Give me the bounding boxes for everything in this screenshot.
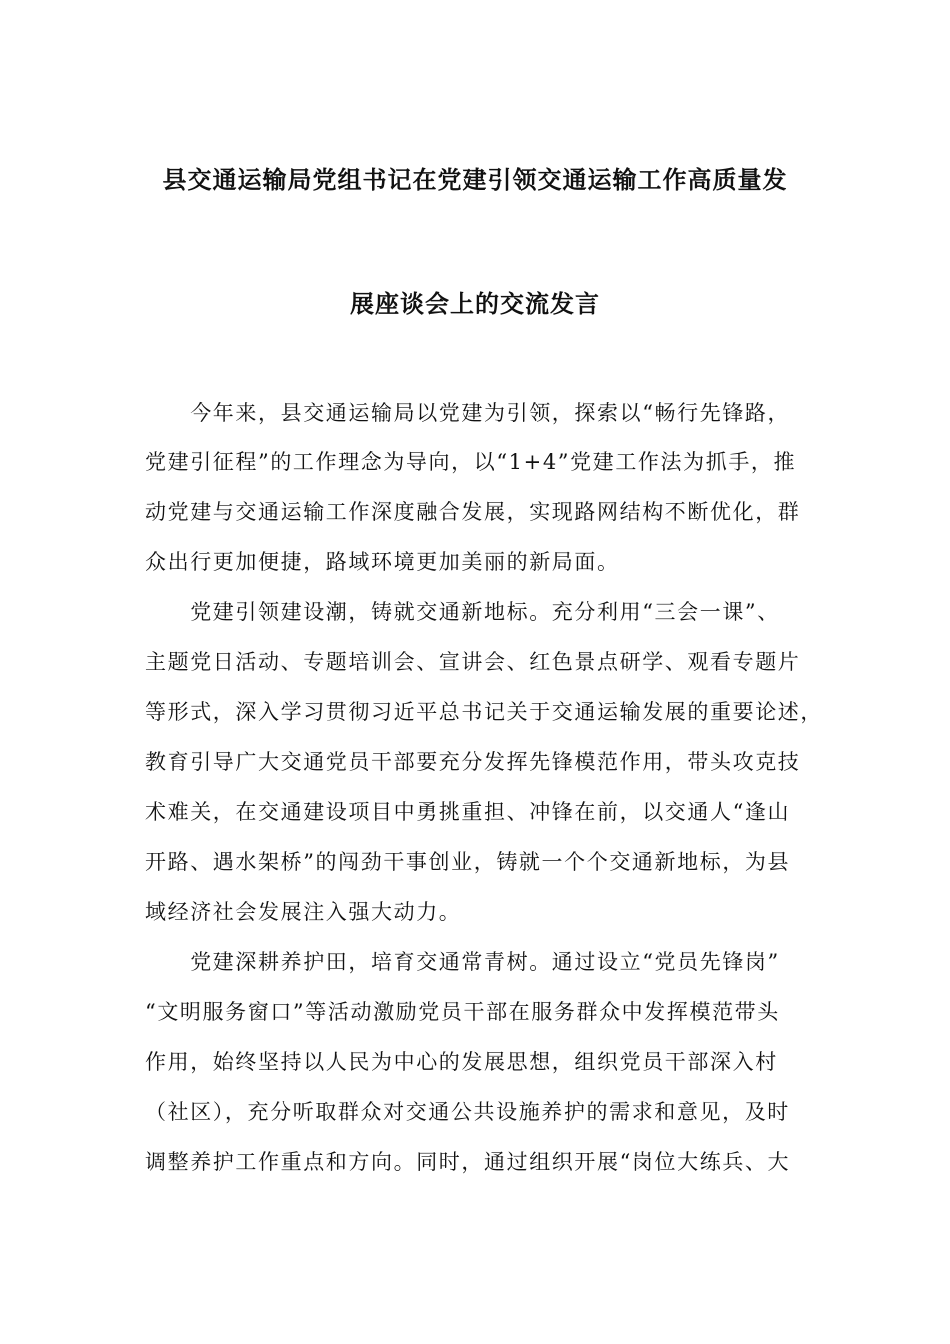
- body-line: 术难关，在交通建设项目中勇挑重担、冲锋在前，以交通人“逢山: [145, 800, 791, 824]
- body-line: 党建引征程”的工作理念为导向，以“1+4”党建工作法为抓手，推: [145, 450, 797, 474]
- body-line: 作用，始终坚持以人民为中心的发展思想，组织党员干部深入村: [145, 1050, 778, 1074]
- body-line: 开路、遇水架桥”的闯劲干事创业，铸就一个个交通新地标，为县: [145, 850, 791, 874]
- body-line: 党建引领建设潮，铸就交通新地标。充分利用“三会一课”、: [145, 600, 780, 624]
- body-line: 今年来，县交通运输局以党建为引领，探索以“畅行先锋路，: [145, 401, 791, 425]
- body-line: 等形式，深入学习贯彻习近平总书记关于交通运输发展的重要论述，: [145, 700, 823, 724]
- document-title-line-1: 县交通运输局党组书记在党建引领交通运输工作高质量发: [162, 165, 788, 194]
- body-line: “文明服务窗口”等活动激励党员干部在服务群众中发挥模范带头: [145, 1000, 780, 1024]
- body-line: 主题党日活动、专题培训会、宣讲会、红色景点研学、观看专题片: [145, 650, 801, 674]
- body-line: 党建深耕养护田，培育交通常青树。通过设立“党员先锋岗”: [145, 950, 780, 974]
- body-line: 动党建与交通运输工作深度融合发展，实现路网结构不断优化，群: [145, 500, 801, 524]
- body-line: 调整养护工作重点和方向。同时，通过组织开展“岗位大练兵、大: [145, 1150, 791, 1174]
- body-line: （社区），充分听取群众对交通公共设施养护的需求和意见，及时: [145, 1100, 790, 1124]
- body-line: 众出行更加便捷，路域环境更加美丽的新局面。: [145, 550, 620, 574]
- body-line: 教育引导广大交通党员干部要充分发挥先锋模范作用，带头攻克技: [145, 750, 801, 774]
- body-line: 域经济社会发展注入强大动力。: [145, 900, 462, 924]
- document-title-line-2: 展座谈会上的交流发言: [350, 289, 600, 318]
